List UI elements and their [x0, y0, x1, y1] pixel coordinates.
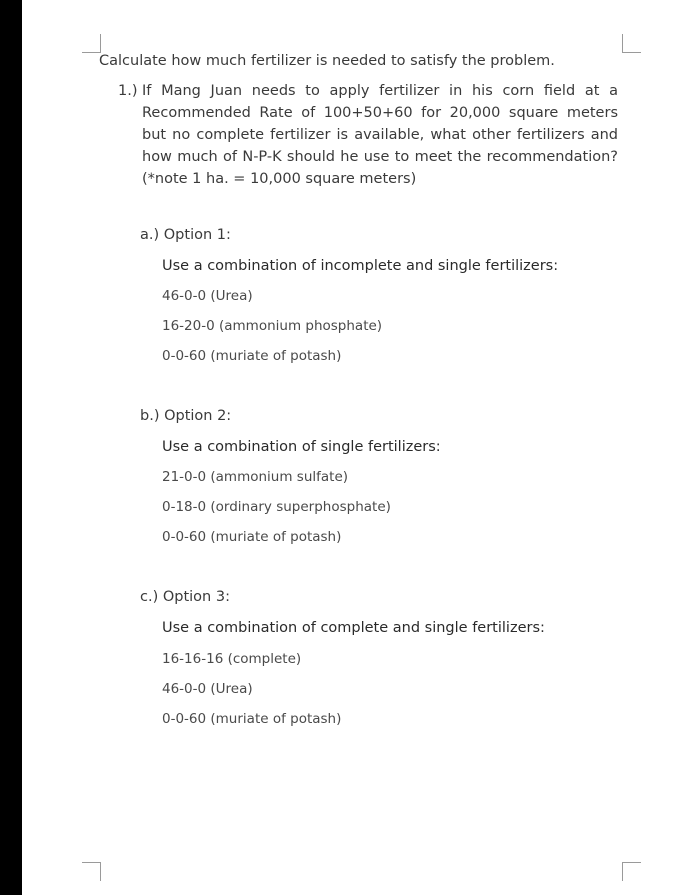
option-2-label: b.) Option 2: — [140, 408, 232, 424]
option-1-fertilizer-2: 16-20-0 (ammonium phosphate) — [162, 318, 383, 334]
option-2-fertilizer-2: 0-18-0 (ordinary superphosphate) — [162, 499, 391, 515]
option-3-fertilizer-1: 16-16-16 (complete) — [162, 651, 302, 667]
crop-mark-top-left — [82, 34, 101, 53]
option-3-fertilizer-2: 46-0-0 (Urea) — [162, 681, 253, 697]
crop-mark-bottom-right — [622, 862, 641, 881]
crop-mark-bottom-left — [82, 862, 101, 881]
option-3-label: c.) Option 3: — [140, 589, 230, 605]
option-2-fertilizer-3: 0-0-60 (muriate of potash) — [162, 529, 342, 545]
option-2-description: Use a combination of single fertilizers: — [162, 439, 441, 455]
option-1-description: Use a combination of incomplete and single fertilizers: — [162, 258, 559, 274]
instruction-heading: Calculate how much fertilizer is needed to satisfy the problem. — [99, 53, 555, 69]
crop-mark-top-right — [622, 34, 641, 53]
option-3-fertilizer-3: 0-0-60 (muriate of potash) — [162, 711, 342, 727]
document-page — [22, 0, 686, 895]
question-1 — [118, 80, 618, 190]
option-1-fertilizer-3: 0-0-60 (muriate of potash) — [162, 348, 342, 364]
question-number: 1.) — [118, 83, 138, 99]
option-3-description: Use a combination of complete and single fertilizers: — [162, 620, 545, 636]
option-2-fertilizer-1: 21-0-0 (ammonium sulfate) — [162, 469, 349, 485]
question-text: If Mang Juan needs to apply fertilizer in his corn field at a Recommended Rate of 100+50+60 for 20,000 square meters but no complete fertilizer is available, what other fertilizers and how much of N-P-K should he use to meet the recommendation? (*note 1 ha. = 10,000 square meters) — [142, 83, 618, 187]
option-1-label: a.) Option 1: — [140, 227, 231, 243]
option-1-fertilizer-1: 46-0-0 (Urea) — [162, 288, 253, 304]
